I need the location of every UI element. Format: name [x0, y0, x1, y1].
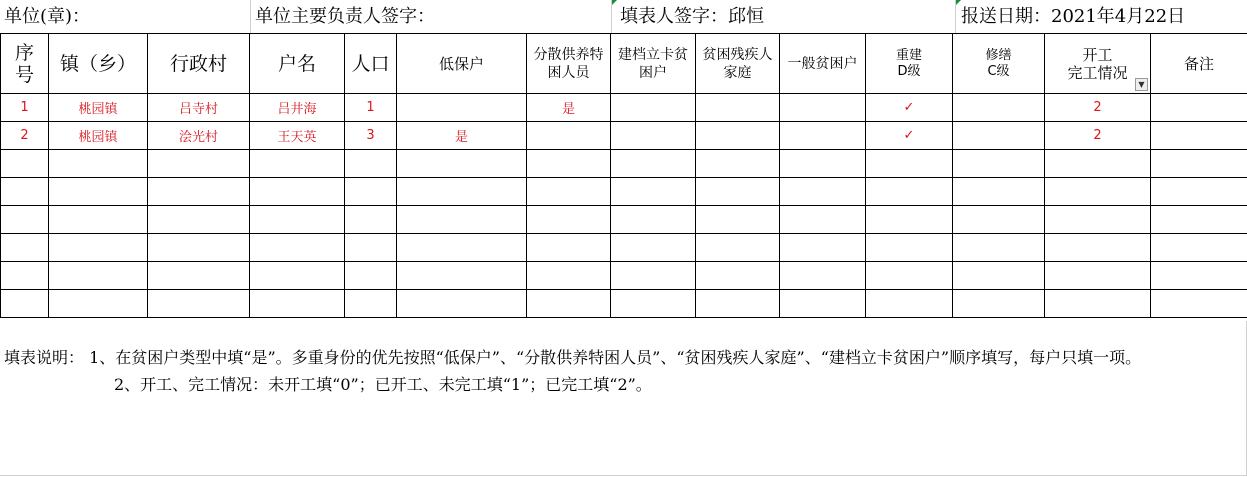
col-header-archived: 建档立卡贫 困户 [611, 34, 696, 94]
empty-cell[interactable] [148, 234, 250, 262]
cell-repair[interactable] [953, 94, 1045, 122]
col-header-special: 分散供养特 困人员 [527, 34, 611, 94]
empty-cell[interactable] [696, 178, 780, 206]
cell-remark[interactable] [1151, 94, 1247, 122]
empty-cell[interactable] [397, 178, 527, 206]
cell-name[interactable]: 吕井海 [250, 94, 345, 122]
empty-cell[interactable] [953, 262, 1045, 290]
empty-cell[interactable] [1, 150, 49, 178]
empty-cell[interactable] [397, 206, 527, 234]
cell-disabled[interactable] [696, 94, 780, 122]
empty-cell[interactable] [1151, 178, 1247, 206]
col-header-rebuild: 重建 D级 [866, 34, 953, 94]
empty-cell[interactable] [611, 234, 696, 262]
table-header-row [1, 34, 1247, 94]
col-header-dibao: 低保户 [397, 34, 527, 94]
leader-signature-label: 单位主要负责人签字： [250, 0, 435, 33]
empty-cell[interactable] [953, 234, 1045, 262]
col-header-household: 户名 [250, 34, 345, 94]
empty-cell[interactable] [780, 234, 866, 262]
empty-cell[interactable] [953, 150, 1045, 178]
empty-cell[interactable] [1, 234, 49, 262]
filler-signature-label: 填表人签字：邱恒 [611, 0, 764, 33]
empty-cell[interactable] [780, 206, 866, 234]
empty-table-row [1, 150, 1247, 178]
empty-cell[interactable] [250, 234, 345, 262]
empty-cell[interactable] [696, 206, 780, 234]
empty-cell[interactable] [345, 290, 397, 318]
empty-cell[interactable] [527, 262, 611, 290]
empty-cell[interactable] [527, 206, 611, 234]
empty-cell[interactable] [148, 206, 250, 234]
empty-cell[interactable] [696, 150, 780, 178]
empty-cell[interactable] [780, 290, 866, 318]
empty-cell[interactable] [527, 234, 611, 262]
empty-cell[interactable] [49, 178, 148, 206]
empty-cell[interactable] [148, 150, 250, 178]
empty-cell[interactable] [866, 234, 953, 262]
empty-cell[interactable] [611, 206, 696, 234]
instruction-line-2: 2、开工、完工情况：未开工填“0”；已开工、未完工填“1”；已完工填“2”。 [114, 375, 652, 394]
empty-cell[interactable] [250, 150, 345, 178]
empty-cell[interactable] [1151, 234, 1247, 262]
cell-general[interactable] [780, 122, 866, 150]
cell-special[interactable] [527, 122, 611, 150]
empty-cell[interactable] [866, 262, 953, 290]
cell-progress[interactable]: 2 [1045, 94, 1151, 122]
empty-cell[interactable] [611, 290, 696, 318]
empty-cell[interactable] [696, 290, 780, 318]
cell-special[interactable]: 是 [527, 94, 611, 122]
filter-dropdown-icon[interactable]: ▼ [1135, 78, 1148, 91]
col-header-population: 人口 [345, 34, 397, 94]
col-header-seq: 序 号 [1, 34, 49, 94]
empty-cell[interactable] [1, 206, 49, 234]
empty-cell[interactable] [953, 290, 1045, 318]
cell-village[interactable]: 浍光村 [148, 122, 250, 150]
empty-cell[interactable] [611, 262, 696, 290]
empty-cell[interactable] [1045, 206, 1151, 234]
empty-cell[interactable] [345, 234, 397, 262]
empty-cell[interactable] [1045, 262, 1151, 290]
empty-cell[interactable] [49, 262, 148, 290]
cell-archived[interactable] [611, 122, 696, 150]
col-header-general: 一般贫困户 [780, 34, 866, 94]
empty-cell[interactable] [397, 262, 527, 290]
table-row [1, 94, 1247, 122]
empty-cell[interactable] [49, 234, 148, 262]
empty-cell[interactable] [1045, 290, 1151, 318]
table-row [1, 122, 1247, 150]
cell-seq[interactable]: 1 [1, 94, 49, 122]
col-header-repair: 修缮 C级 [953, 34, 1045, 94]
cell-town[interactable]: 桃园镇 [49, 94, 148, 122]
empty-cell[interactable] [866, 206, 953, 234]
empty-cell[interactable] [527, 178, 611, 206]
cell-dibao[interactable]: 是 [397, 122, 527, 150]
housing-table [0, 33, 1247, 318]
empty-cell[interactable] [49, 150, 148, 178]
empty-cell[interactable] [527, 290, 611, 318]
empty-cell[interactable] [345, 178, 397, 206]
empty-table-row [1, 178, 1247, 206]
empty-table-row [1, 262, 1247, 290]
empty-cell[interactable] [345, 262, 397, 290]
empty-cell[interactable] [1151, 150, 1247, 178]
col-header-disabled: 贫困残疾人 家庭 [696, 34, 780, 94]
empty-cell[interactable] [148, 178, 250, 206]
instruction-line-1: 填表说明： 1、在贫困户类型中填“是”。多重身份的优先按照“低保户”、“分散供养特困人员”、“贫困残疾人家庭”、“建档立卡贫困户”顺序填写，每户只填一项。 [4, 348, 1142, 367]
empty-cell[interactable] [250, 178, 345, 206]
cell-progress[interactable]: 2 [1045, 122, 1151, 150]
cell-town[interactable]: 桃园镇 [49, 122, 148, 150]
empty-cell[interactable] [148, 290, 250, 318]
empty-cell[interactable] [250, 262, 345, 290]
empty-cell[interactable] [49, 290, 148, 318]
empty-cell[interactable] [148, 262, 250, 290]
fill-instructions [4, 344, 1244, 398]
empty-cell[interactable] [1, 262, 49, 290]
empty-cell[interactable] [345, 206, 397, 234]
cell-population[interactable]: 3 [345, 122, 397, 150]
empty-cell[interactable] [1, 290, 49, 318]
cell-repair[interactable] [953, 122, 1045, 150]
empty-cell[interactable] [866, 290, 953, 318]
empty-cell[interactable] [611, 150, 696, 178]
cell-rebuild[interactable]: ✓ [866, 94, 953, 122]
unit-label: 单位(章)： [4, 6, 91, 27]
cell-rebuild[interactable]: ✓ [866, 122, 953, 150]
col-header-progress: 开工 完工情况 ▼ [1045, 34, 1151, 94]
empty-cell[interactable] [780, 178, 866, 206]
cell-archived[interactable] [611, 94, 696, 122]
cell-disabled[interactable] [696, 122, 780, 150]
empty-table-row [1, 290, 1247, 318]
empty-cell[interactable] [1045, 178, 1151, 206]
empty-cell[interactable] [866, 150, 953, 178]
cell-population[interactable]: 1 [345, 94, 397, 122]
empty-cell[interactable] [1151, 290, 1247, 318]
empty-cell[interactable] [1151, 206, 1247, 234]
empty-cell[interactable] [1, 178, 49, 206]
col-header-remark: 备注 [1151, 34, 1247, 94]
empty-cell[interactable] [780, 262, 866, 290]
empty-cell[interactable] [696, 234, 780, 262]
empty-cell[interactable] [780, 150, 866, 178]
empty-cell[interactable] [696, 262, 780, 290]
empty-cell[interactable] [397, 290, 527, 318]
empty-cell[interactable] [49, 206, 148, 234]
empty-cell[interactable] [866, 178, 953, 206]
empty-cell[interactable] [953, 206, 1045, 234]
report-date-label: 报送日期：2021年4月22日 [955, 0, 1185, 33]
empty-cell[interactable] [250, 206, 345, 234]
empty-cell[interactable] [1151, 262, 1247, 290]
col-header-village: 行政村 [148, 34, 250, 94]
empty-cell[interactable] [1045, 150, 1151, 178]
cell-remark[interactable] [1151, 122, 1247, 150]
cell-name[interactable]: 王天英 [250, 122, 345, 150]
cell-general[interactable] [780, 94, 866, 122]
empty-cell[interactable] [397, 234, 527, 262]
col-header-town: 镇（乡） [49, 34, 148, 94]
empty-cell[interactable] [1045, 234, 1151, 262]
empty-cell[interactable] [250, 290, 345, 318]
empty-table-row [1, 234, 1247, 262]
cell-dibao[interactable] [397, 94, 527, 122]
empty-cell[interactable] [611, 178, 696, 206]
empty-cell[interactable] [397, 150, 527, 178]
empty-cell[interactable] [527, 150, 611, 178]
empty-cell[interactable] [953, 178, 1045, 206]
cell-village[interactable]: 吕寺村 [148, 94, 250, 122]
empty-table-row [1, 206, 1247, 234]
cell-seq[interactable]: 2 [1, 122, 49, 150]
empty-cell[interactable] [345, 150, 397, 178]
